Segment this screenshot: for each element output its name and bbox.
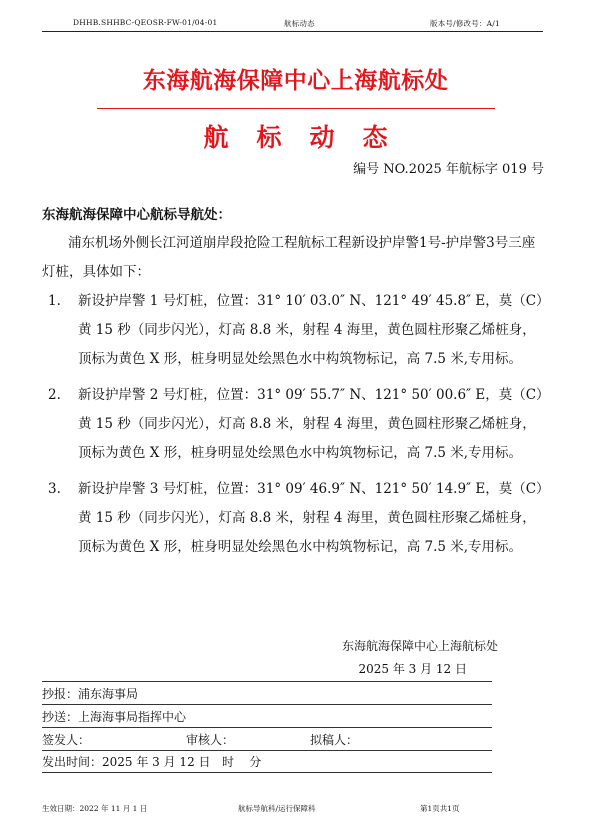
doc-code: DHHB.SHHBC-QEOSR-FW-01/04-01	[73, 18, 218, 27]
list-item-number: 1.	[48, 293, 61, 309]
divider	[42, 704, 492, 705]
copy-to: 抄送：上海海事局指挥中心	[42, 710, 187, 724]
drafter-label: 拟稿人：	[310, 733, 359, 747]
issuer-label: 签发人：	[42, 733, 91, 747]
divider	[42, 750, 492, 751]
divider	[42, 681, 492, 682]
doc-title: 航标动态	[203, 123, 416, 152]
header-doc-type: 航标动态	[284, 19, 315, 28]
list-item-number: 3.	[48, 481, 61, 497]
divider	[42, 772, 492, 773]
list-item-text: 新设护岸警 1 号灯桩，位置：31° 10′ 03.0″ N、121° 49′ 45.8″ E，莫（C）黄 15 秒（同步闪光），灯高 8.8 米，射程 4 海里，黄色圆柱形聚乙烯桩身，顶标为黄色 X 形，桩身明显处绘黑色水中构筑物标记，高 7.5 米,专用标。	[78, 293, 543, 367]
reviewer-label: 审核人：	[186, 733, 235, 747]
org-title: 东海航海保障中心上海航标处	[142, 67, 449, 94]
addressee: 东海航海保障中心航标导航处：	[42, 207, 231, 223]
page-indicator: 第1页共1页	[420, 804, 460, 813]
report-to: 抄报：浦东海事局	[42, 687, 139, 701]
signature-org: 东海航海保障中心上海航标处	[341, 639, 498, 653]
header-divider	[42, 31, 543, 32]
effective-date: 生效日期：2022 年 11 月 1 日	[42, 804, 148, 813]
issue-time: 发出时间：2025 年 3 月 12 日 时 分	[42, 755, 262, 769]
signature-date: 2025 年 3 月 12 日	[358, 662, 467, 676]
divider	[42, 727, 492, 728]
list-item-text: 新设护岸警 3 号灯桩，位置：31° 09′ 46.9″ N、121° 50′ 14.9″ E，莫（C）黄 15 秒（同步闪光），灯高 8.8 米，射程 4 海里，黄色圆柱形聚乙烯桩身，顶标为黄色 X 形，桩身明显处绘黑色水中构筑物标记，高 7.5 米,专用标。	[78, 481, 543, 555]
list-item	[42, 287, 547, 374]
list-item	[42, 475, 547, 562]
footer-department: 航标导航科/运行保障科	[238, 804, 316, 813]
doc-number: 编号 NO.2025 年航标字 019 号	[353, 162, 544, 177]
header-version: 版本号/修改号：A/1	[430, 19, 500, 28]
list-item-number: 2.	[48, 387, 61, 403]
list-item-text: 新设护岸警 2 号灯桩，位置：31° 09′ 55.7″ N、121° 50′ 00.6″ E，莫（C）黄 15 秒（同步闪光），灯高 8.8 米，射程 4 海里，黄色圆柱形聚乙烯桩身，顶标为黄色 X 形，桩身明显处绘黑色水中构筑物标记，高 7.5 米,专用标。	[78, 387, 543, 461]
intro-paragraph: 浦东机场外侧长江河道崩岸段抢险工程航标工程新设护岸警1号-护岸警3号三座灯桩，具体如下：	[42, 235, 536, 280]
list-item	[42, 381, 547, 468]
red-divider	[97, 108, 495, 109]
